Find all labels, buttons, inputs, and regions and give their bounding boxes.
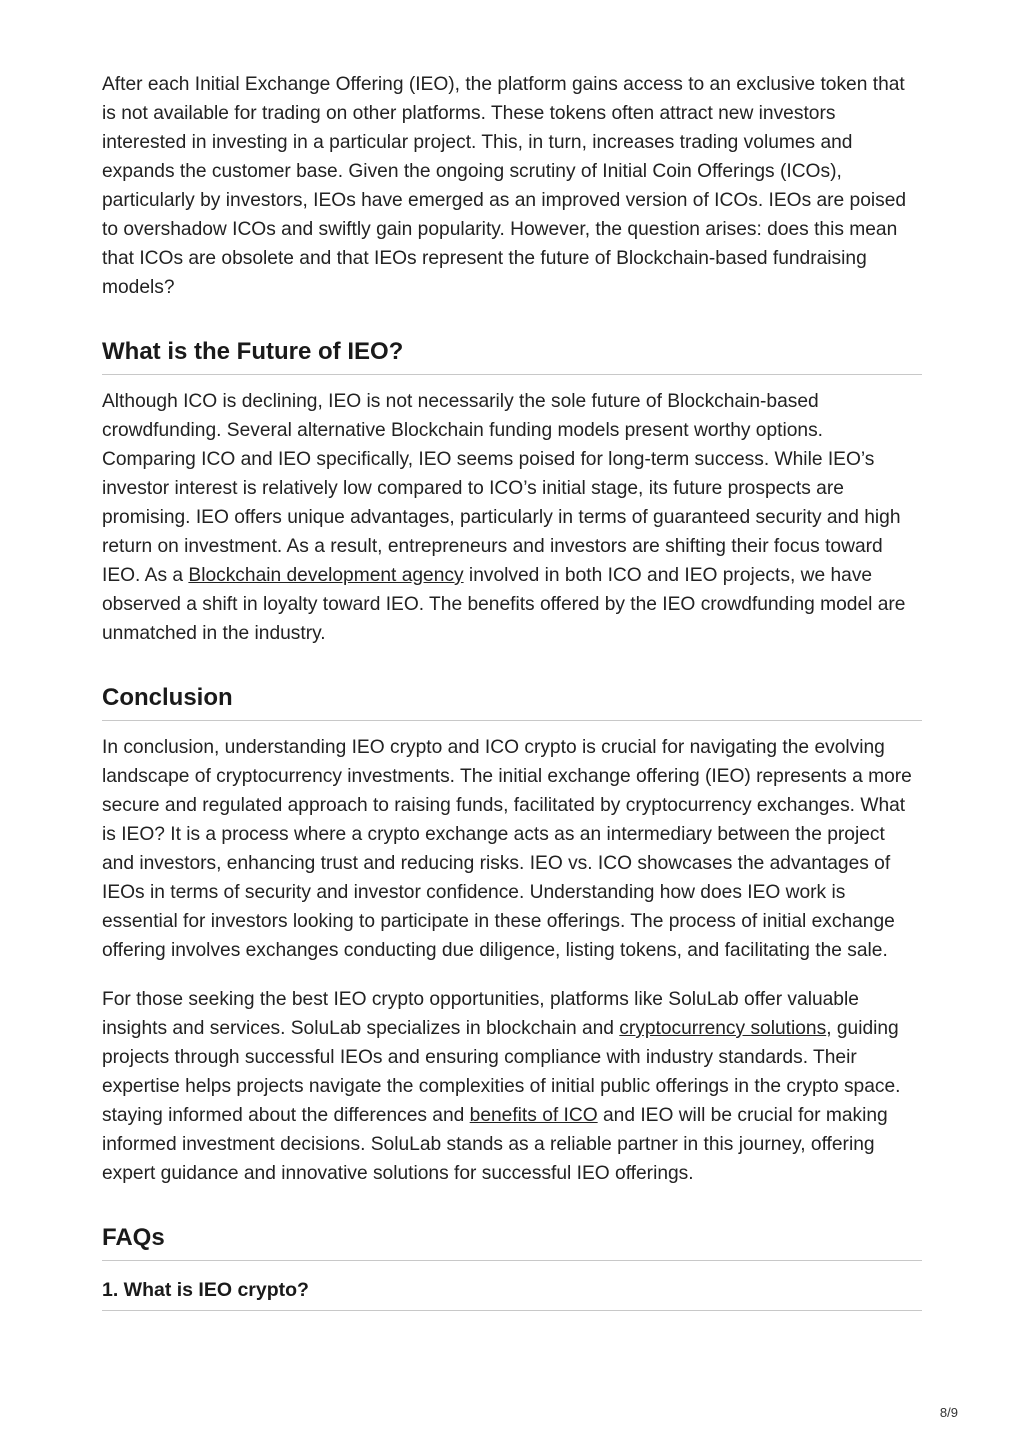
conclusion-paragraph-1: In conclusion, understanding IEO crypto and ICO crypto is crucial for navigating the evolving landscape of cryptocurrency investments. The initial exchange offering (IEO) represents a more secure and regulated approach to raising funds, facilitated by cryptocurrency exchanges. What is IEO? It is a process where a crypto exchange acts as an intermediary between the project and investors, enhancing trust and reducing risks. IEO vs. ICO showcases the advantages of IEOs in terms of security and investor confidence. Understanding how does IEO work is essential for investors looking to participate in these offerings. The process of initial exchange offering involves exchanges conducting due diligence, listing tokens, and facilitating the sale. [102,737,912,961]
document-page [102,70,922,1311]
future-text-1: Although ICO is declining, IEO is not necessarily the sole future of Blockchain-based crowdfunding. Several alternative Blockchain funding models present worthy options. Comparing ICO and IEO specifically, IEO seems poised for long-term success. While IEO’s investor interest is relatively low compared to ICO’s initial stage, its future prospects are promising. IEO offers unique advantages, particularly in terms of guaranteed security and high return on investment. As a result, entrepreneurs and investors are shifting their focus toward IEO. As a [102,391,901,586]
conclusion-p2-text-2: , guiding projects through successful IEOs and ensuring compliance with industry standards. Their expertise helps projects navigate the complexities of initial public offerings in the crypto space. staying informed about the differences and [102,1018,901,1126]
blockchain-agency-link[interactable]: Blockchain development agency [188,565,464,586]
future-paragraph [102,387,922,648]
conclusion-p2-text-3: and IEO will be crucial for making informed investment decisions. SoluLab stands as a reliable partner in this journey, offering expert guidance and innovative solutions for successful IEO offerings. [102,1105,888,1184]
page-number: 8/9 [939,1405,958,1420]
faq-question-1: 1. What is IEO crypto? [102,1279,922,1311]
intro-paragraph: After each Initial Exchange Offering (IEO), the platform gains access to an exclusive token that is not available for trading on other platforms. These tokens often attract new investors interested in investing in a particular project. This, in turn, increases trading volumes and expands the customer base. Given the ongoing scrutiny of Initial Coin Offerings (ICOs), particularly by investors, IEOs have emerged as an improved version of ICOs. IEOs are poised to overshadow ICOs and swiftly gain popularity. However, the question arises: does this mean that ICOs are obsolete and that IEOs represent the future of Blockchain-based fundraising models? [102,74,907,298]
future-text-2: involved in both ICO and IEO projects, we have observed a shift in loyalty toward IEO. The benefits offered by the IEO crowdfunding model are unmatched in the industry. [102,565,906,644]
future-heading: What is the Future of IEO? [102,338,922,375]
cryptocurrency-solutions-link[interactable]: cryptocurrency solutions [619,1018,827,1039]
conclusion-p2-text-1: For those seeking the best IEO crypto opportunities, platforms like SoluLab offer valuable insights and services. SoluLab specializes in blockchain and [102,989,859,1039]
conclusion-paragraph-2 [102,985,922,1188]
conclusion-heading: Conclusion [102,684,922,721]
faqs-heading: FAQs [102,1224,922,1261]
benefits-of-ico-link[interactable]: benefits of ICO [469,1105,598,1126]
